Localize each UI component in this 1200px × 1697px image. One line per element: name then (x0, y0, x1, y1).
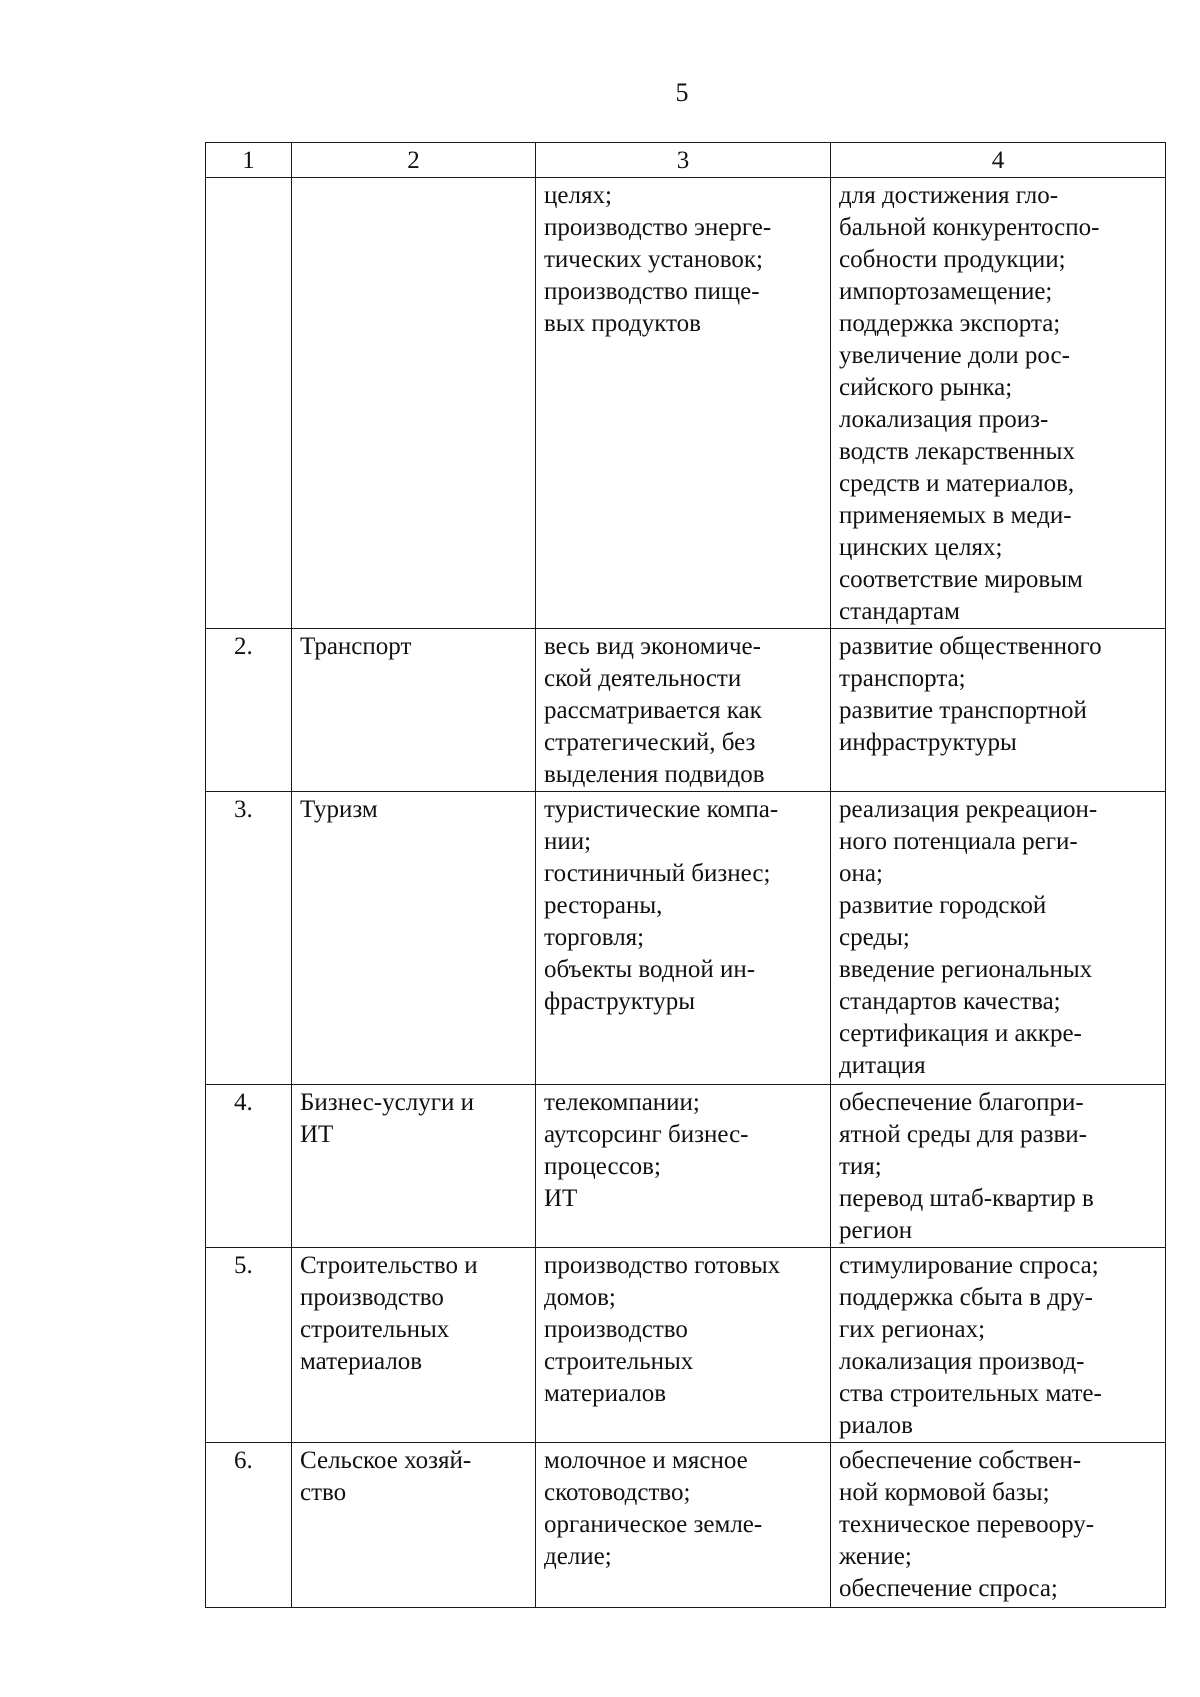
support-measures-cell (831, 178, 1166, 629)
support-measures-line: водств лекарственных (839, 438, 1075, 465)
sector-name-cell (292, 1248, 536, 1443)
sector-name-line: ство (300, 1479, 347, 1506)
row-number-cell (206, 1085, 292, 1248)
table-row (206, 1443, 1166, 1608)
sector-subtypes-line: производство готовых (544, 1252, 781, 1279)
sector-name-line: ИТ (300, 1121, 334, 1148)
row-number-cell (206, 629, 292, 792)
support-measures-line: стандартам (839, 598, 960, 625)
sector-name-line: материалов (300, 1348, 423, 1375)
row-number: 2. (234, 633, 253, 660)
support-measures-line: соответствие мировым (839, 566, 1083, 593)
column-header: 2 (292, 143, 536, 178)
row-number-cell (206, 178, 292, 629)
support-measures-line: увеличение доли рос- (839, 342, 1070, 369)
sector-subtypes-line: весь вид экономиче- (544, 633, 761, 660)
sector-subtypes-line: нии; (544, 828, 592, 855)
support-measures-line: транспорта; (839, 665, 966, 692)
support-measures-line: ства строительных мате- (839, 1380, 1102, 1407)
column-header: 1 (206, 143, 292, 178)
support-measures-line: жение; (839, 1543, 912, 1570)
support-measures-line: бальной конкурентоспо- (839, 214, 1100, 241)
table-row (206, 792, 1166, 1085)
support-measures-line: перевод штаб-квартир в (839, 1185, 1094, 1212)
sector-name-line: строительных (300, 1316, 450, 1343)
row-number-cell (206, 792, 292, 1085)
support-measures-line: техническое перевоору- (839, 1511, 1095, 1538)
support-measures-line: сертификация и аккре- (839, 1020, 1082, 1047)
sector-name-line: Строительство и (300, 1252, 478, 1279)
sector-subtypes-line: гостиничный бизнес; (544, 860, 771, 887)
support-measures-line: введение региональных (839, 956, 1093, 983)
page-number: 5 (675, 78, 689, 107)
sector-name-cell (292, 1443, 536, 1608)
table-row (206, 178, 1166, 629)
support-measures-line: поддержка экспорта; (839, 310, 1061, 337)
support-measures-line: развитие городской (839, 892, 1047, 919)
row-number: 4. (234, 1089, 253, 1116)
table-body (206, 178, 1166, 1608)
sector-subtypes-line: органическое земле- (544, 1511, 763, 1538)
sector-subtypes-line: материалов (544, 1380, 667, 1407)
sector-subtypes-cell (536, 178, 831, 629)
sector-subtypes-line: тических установок; (544, 246, 763, 273)
sector-subtypes-line: торговля; (544, 924, 645, 951)
sector-name-line: Сельское хозяй- (300, 1447, 472, 1474)
support-measures-cell (831, 1248, 1166, 1443)
support-measures-line: гих регионах; (839, 1316, 986, 1343)
sector-subtypes-line: скотоводство; (544, 1479, 691, 1506)
support-measures-line: ятной среды для разви- (839, 1121, 1087, 1148)
support-measures-line: обеспечение спроса; (839, 1575, 1058, 1602)
table-header-row (206, 143, 1166, 178)
sector-name-line: производство (300, 1284, 444, 1311)
support-measures-line: стимулирование спроса; (839, 1252, 1099, 1279)
sector-subtypes-line: ИТ (544, 1185, 578, 1212)
sector-name-cell (292, 629, 536, 792)
support-measures-line: локализация произ- (839, 406, 1049, 433)
sector-subtypes-line: домов; (544, 1284, 616, 1311)
row-number-cell (206, 1443, 292, 1608)
sector-subtypes-line: процессов; (544, 1153, 661, 1180)
table-row (206, 629, 1166, 792)
support-measures-line: стандартов качества; (839, 988, 1061, 1015)
sector-subtypes-line: производство энерге- (544, 214, 772, 241)
sector-subtypes-cell (536, 1443, 831, 1608)
support-measures-line: ного потенциала реги- (839, 828, 1078, 855)
row-number: 5. (234, 1252, 253, 1279)
sector-name-line: Бизнес-услуги и (300, 1089, 474, 1116)
sector-name-cell (292, 792, 536, 1085)
sector-subtypes-cell (536, 629, 831, 792)
support-measures-line: поддержка сбыта в дру- (839, 1284, 1093, 1311)
table-row (206, 1085, 1166, 1248)
sector-subtypes-line: выделения подвидов (544, 761, 765, 788)
sector-name-line: Туризм (300, 796, 378, 823)
support-measures-line: сийского рынка; (839, 374, 1013, 401)
sector-name-cell (292, 178, 536, 629)
column-header: 3 (536, 143, 831, 178)
sector-subtypes-line: вых продуктов (544, 310, 701, 337)
support-measures-line: цинских целях; (839, 534, 1003, 561)
row-number-cell (206, 1248, 292, 1443)
sector-name-cell (292, 1085, 536, 1248)
support-measures-line: тия; (839, 1153, 882, 1180)
support-measures-line: импортозамещение; (839, 278, 1053, 305)
support-measures-cell (831, 792, 1166, 1085)
support-measures-cell (831, 1085, 1166, 1248)
support-measures-line: обеспечение собствен- (839, 1447, 1082, 1474)
table-row (206, 1248, 1166, 1443)
sector-subtypes-line: рестораны, (544, 892, 663, 919)
support-measures-line: обеспечение благопри- (839, 1089, 1084, 1116)
sector-subtypes-line: производство (544, 1316, 688, 1343)
support-measures-line: развитие общественного (839, 633, 1102, 660)
sector-subtypes-line: молочное и мясное (544, 1447, 748, 1474)
support-measures-cell (831, 629, 1166, 792)
support-measures-line: реализация рекреацион- (839, 796, 1098, 823)
sector-subtypes-line: телекомпании; (544, 1089, 700, 1116)
support-measures-line: она; (839, 860, 883, 887)
sector-subtypes-line: производство пище- (544, 278, 760, 305)
sector-subtypes-line: строительных (544, 1348, 694, 1375)
sector-subtypes-cell (536, 1085, 831, 1248)
support-measures-line: среды; (839, 924, 910, 951)
support-measures-line: риалов (839, 1412, 913, 1439)
sector-subtypes-line: рассматривается как (544, 697, 762, 724)
support-measures-line: средств и материалов, (839, 470, 1075, 497)
column-header: 4 (831, 143, 1166, 178)
sector-subtypes-cell (536, 792, 831, 1085)
support-measures-line: развитие транспортной (839, 697, 1087, 724)
support-measures-line: собности продукции; (839, 246, 1066, 273)
sector-subtypes-line: делие; (544, 1543, 612, 1570)
support-measures-cell (831, 1443, 1166, 1608)
support-measures-line: дитация (839, 1052, 926, 1079)
support-measures-line: применяемых в меди- (839, 502, 1072, 529)
support-measures-line: регион (839, 1217, 913, 1244)
support-measures-line: для достижения гло- (839, 182, 1059, 209)
row-number: 6. (234, 1447, 253, 1474)
sector-name-line: Транспорт (300, 633, 412, 660)
support-measures-line: локализация производ- (839, 1348, 1085, 1375)
strategy-table (205, 142, 1166, 1608)
sector-subtypes-line: ской деятельности (544, 665, 742, 692)
sector-subtypes-line: фраструктуры (544, 988, 696, 1015)
sector-subtypes-line: аутсорсинг бизнес- (544, 1121, 749, 1148)
sector-subtypes-line: объекты водной ин- (544, 956, 756, 983)
sector-subtypes-line: целях; (544, 182, 612, 209)
support-measures-line: инфраструктуры (839, 729, 1017, 756)
sector-subtypes-line: стратегический, без (544, 729, 756, 756)
sector-subtypes-line: туристические компа- (544, 796, 779, 823)
row-number: 3. (234, 796, 253, 823)
sector-subtypes-cell (536, 1248, 831, 1443)
support-measures-line: ной кормовой базы; (839, 1479, 1050, 1506)
